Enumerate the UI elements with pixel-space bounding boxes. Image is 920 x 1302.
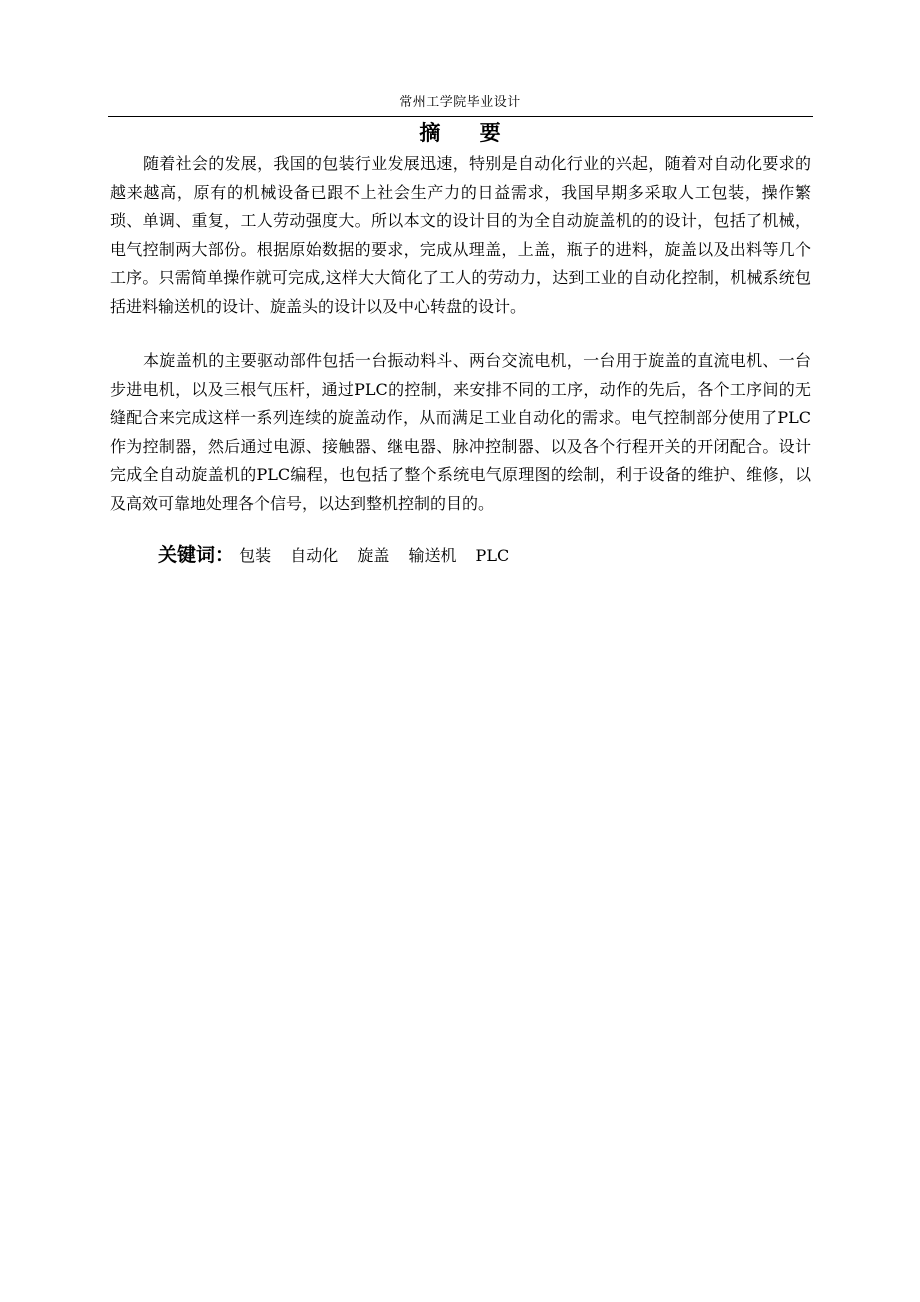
keyword-item: 旋盖 [357,546,390,565]
keywords-line [158,540,523,570]
keyword-item: 自动化 [290,546,339,565]
keyword-item: 输送机 [408,546,457,565]
keywords-label: 关键词： [158,544,235,566]
abstract-paragraph: 随着社会的发展，我国的包装行业发展迅速，特别是自动化行业的兴起，随着对自动化要求的越来越高，原有的机械设备已跟不上社会生产力的日益需求，我国早期多采取人工包装，操作繁琐、单调、重复，工人劳动强度大。所以本文的设计目的为全自动旋盖机的的设计，包括了机械，电气控制两大部份。根据原始数据的要求，完成从理盖，上盖，瓶子的进料，旋盖以及出料等几个工序。只需简单操作就可完成,这样大大简化了工人的劳动力，达到工业的自动化控制，机械系统包括进料输送机的设计、旋盖头的设计以及中心转盘的设计。 [110,154,811,316]
header-rule [108,116,813,117]
abstract-title: 摘 要 [419,120,517,145]
abstract-paragraph: 本旋盖机的主要驱动部件包括一台振动料斗、两台交流电机，一台用于旋盖的直流电机、一台步进电机，以及三根气压杆，通过PLC的控制，来安排不同的工序，动作的先后，各个工序间的无缝配合来完成这样一系列连续的旋盖动作，从而满足工业自动化的需求。电气控制部分使用了PLC作为控制器，然后通过电源、接触器、继电器、脉冲控制器、以及各个行程开关的开闭配合。设计完成全自动旋盖机的PLC编程，也包括了整个系统电气原理图的绘制，利于设备的维护、维修，以及高效可靠地处理各个信号，以达到整机控制的目的。 [110,351,811,513]
running-header: 常州工学院毕业设计 [399,95,521,110]
keyword-item: PLC [475,546,510,565]
keyword-item: 包装 [239,546,272,565]
